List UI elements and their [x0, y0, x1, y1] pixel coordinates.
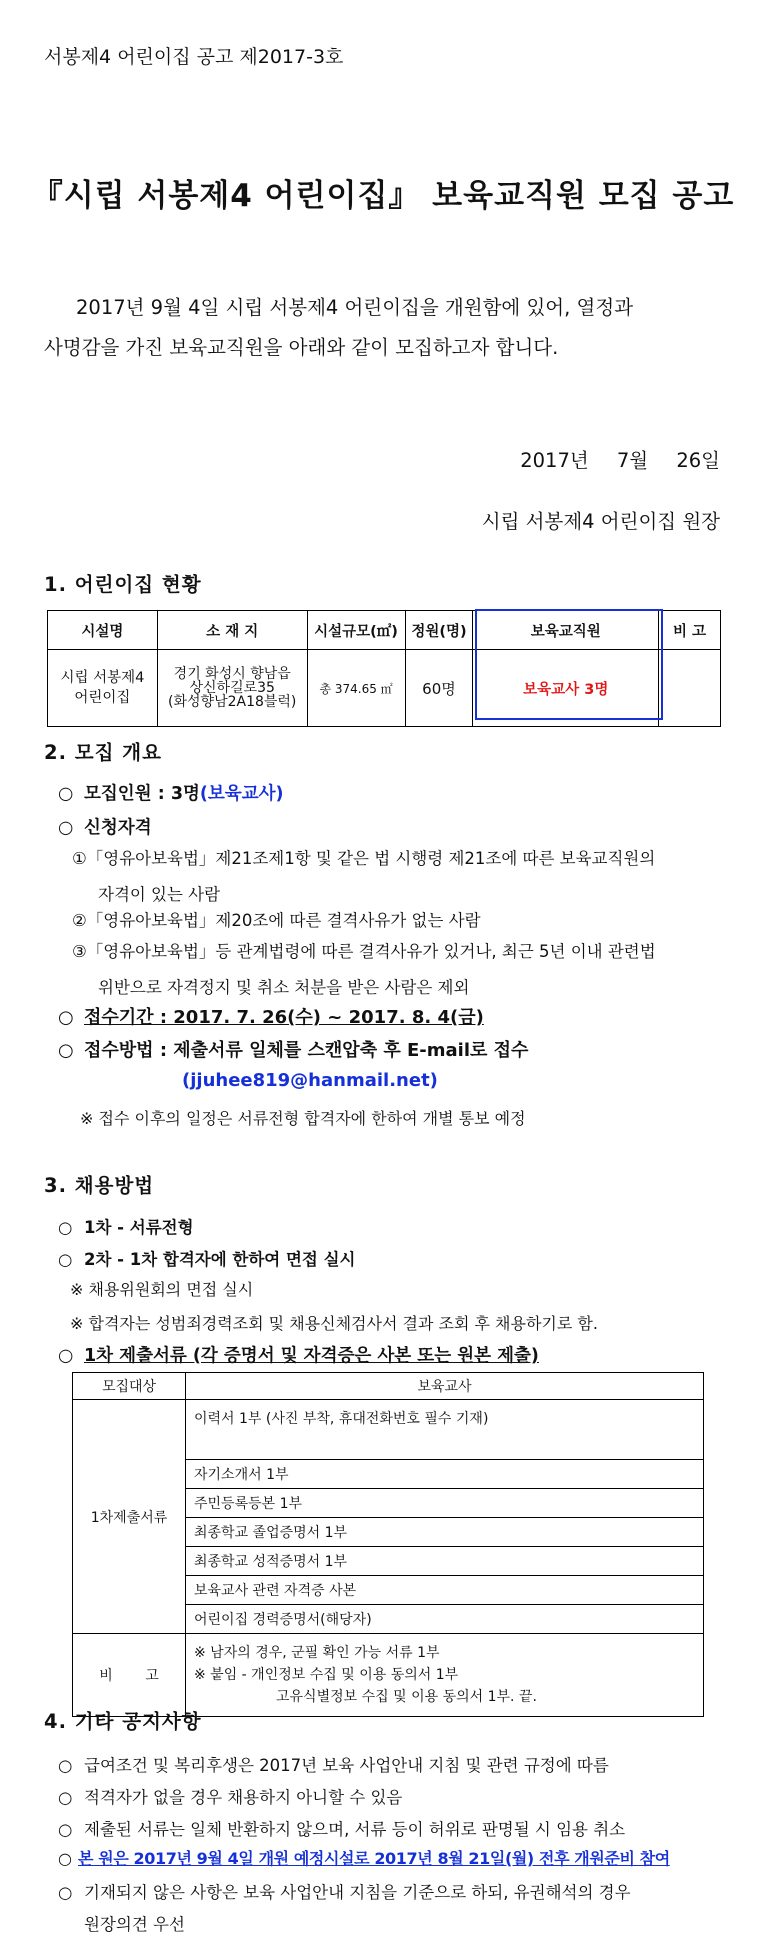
col-size: 시설규모(㎡) — [307, 611, 405, 650]
notice-text: 기재되지 않은 사항은 보육 사업안내 지침을 기준으로 하되, 유권해석의 경우 — [84, 1883, 631, 1902]
facility-table — [47, 610, 721, 727]
document-item: 어린이집 경력증명서(해당자) — [186, 1605, 704, 1634]
document-row — [73, 1400, 704, 1460]
col-remark: 비 고 — [659, 611, 721, 650]
documents-table — [72, 1372, 704, 1717]
col-name: 시설명 — [48, 611, 158, 650]
intro-line-1: 2017년 9월 4일 시립 서봉제4 어린이집을 개원함에 있어, 열정과 — [76, 296, 634, 319]
document-item: 이력서 1부 (사진 부착, 휴대전화번호 필수 기재) — [186, 1400, 704, 1460]
signer: 시립 서봉제4 어린이집 원장 — [481, 510, 720, 533]
qualification-heading — [58, 814, 152, 839]
bullet-circle: ○ — [58, 1040, 74, 1061]
bullet-circle: ○ — [58, 1756, 73, 1775]
section-1-heading: 1. 어린이집 현황 — [44, 573, 202, 596]
bullet-circle: ○ — [58, 784, 74, 804]
facility-remark — [659, 650, 721, 727]
item-mark: ③ — [72, 942, 87, 961]
remark-line-3: 고유식별정보 수집 및 이용 동의서 1부. 끝. — [276, 1689, 537, 1705]
document-item: 최종학교 졸업증명서 1부 — [186, 1518, 704, 1547]
address-line-1: 경기 화성시 향남읍 — [173, 666, 291, 682]
method-text: 접수방법 : 제출서류 일체를 스캔압축 후 E-mail로 접수 — [84, 1040, 529, 1061]
qualification-item-1 — [72, 845, 655, 905]
step-1 — [58, 1214, 194, 1238]
recruit-count — [58, 780, 284, 805]
qualification-item-3 — [72, 938, 656, 998]
facility-header-row — [48, 611, 721, 650]
address-line-2: 상신하길로35 — [189, 680, 275, 696]
documents-category: 1차제출서류 — [73, 1400, 186, 1634]
facility-staff: 보육교사 3명 — [473, 650, 659, 727]
col-address: 소 재 지 — [157, 611, 307, 650]
bullet-circle: ○ — [58, 1346, 74, 1366]
col-capacity: 정원(명) — [405, 611, 473, 650]
bullet-circle: ○ — [58, 1883, 73, 1902]
schedule-note: ※ 접수 이후의 일정은 서류전형 합격자에 한하여 개별 통보 예정 — [80, 1109, 526, 1128]
bullet-circle: ○ — [58, 1218, 73, 1237]
bullet-circle: ○ — [58, 818, 74, 838]
remark-content — [186, 1634, 704, 1717]
documents-heading-text: 1차 제출서류 (각 증명서 및 자격증은 사본 또는 원본 제출) — [84, 1346, 539, 1366]
section-4-heading: 4. 기타 공지사항 — [44, 1710, 202, 1733]
col-target: 모집대상 — [73, 1373, 186, 1400]
application-method — [58, 1036, 528, 1062]
notice-item-1 — [58, 1752, 609, 1776]
facility-name: 시립 서봉제4 어린이집 — [48, 650, 158, 727]
item-text: 「영유아보육법」등 관계법령에 따른 결격사유가 있거나, 최근 5년 이내 관련법 — [86, 942, 656, 961]
recruit-label: 모집인원 : — [84, 784, 171, 804]
notice-date: 2017년 7월 26일 — [520, 449, 720, 472]
document-item: 자기소개서 1부 — [186, 1460, 704, 1489]
address-line-3: (화성향남2A18블럭) — [168, 694, 297, 710]
notice-item-2 — [58, 1784, 402, 1808]
notice-item-5-continuation: 원장의견 우선 — [84, 1915, 185, 1934]
hiring-note: ※ 합격자는 성범죄경력조회 및 채용신체검사서 결과 조회 후 채용하기로 함. — [70, 1314, 598, 1333]
page-title: 『시립 서봉제4 어린이집』 보육교직원 모집 공고 — [31, 178, 735, 214]
remark-line-1: ※ 남자의 경우, 군필 확인 가능 서류 1부 — [194, 1645, 440, 1661]
item-mark: ② — [72, 911, 87, 930]
notice-text: 제출된 서류는 일체 반환하지 않으며, 서류 등이 허위로 판명될 시 임용 취소 — [84, 1820, 626, 1839]
document-item: 최종학교 성적증명서 1부 — [186, 1547, 704, 1576]
documents-header-row — [73, 1373, 704, 1400]
documents-heading — [58, 1342, 539, 1367]
notice-text: 적격자가 없을 경우 채용하지 아니할 수 있음 — [84, 1788, 403, 1807]
intro-line-2: 사명감을 가진 보육교직원을 아래와 같이 모집하고자 합니다. — [44, 336, 559, 359]
interview-note: ※ 채용위원회의 면접 실시 — [70, 1280, 254, 1299]
qualification-label: 신청자격 — [84, 818, 152, 838]
contact-email[interactable]: (jjuhee819@hanmail.net) — [182, 1070, 438, 1091]
qualification-item-2 — [72, 907, 481, 931]
item-continuation: 위반으로 자격정지 및 취소 처분을 받은 사람은 제외 — [98, 978, 470, 997]
facility-capacity: 60명 — [405, 650, 473, 727]
remark-row — [73, 1634, 704, 1717]
bullet-circle: ○ — [58, 1788, 73, 1807]
step-1-text: 1차 - 서류전형 — [84, 1218, 194, 1237]
notice-text: 급여조건 및 복리후생은 2017년 보육 사업안내 지침 및 관련 규정에 따름 — [84, 1756, 609, 1775]
notice-item-3 — [58, 1816, 625, 1840]
recruit-number: 3명 — [170, 784, 200, 804]
intro-paragraph — [44, 288, 734, 368]
bullet-circle: ○ — [58, 1849, 72, 1868]
notice-number: 서봉제4 어린이집 공고 제2017-3호 — [44, 46, 344, 68]
document-item: 보육교사 관련 자격증 사본 — [186, 1576, 704, 1605]
section-2-heading: 2. 모집 개요 — [44, 741, 162, 764]
item-mark: ① — [72, 849, 87, 868]
remark-line-2: ※ 붙임 - 개인정보 수집 및 이용 동의서 1부 — [194, 1667, 459, 1683]
step-2-text: 2차 - 1차 합격자에 한하여 면접 실시 — [84, 1250, 356, 1269]
col-staff: 보육교직원 — [473, 611, 659, 650]
item-continuation: 자격이 있는 사람 — [98, 885, 221, 904]
item-text: 「영유아보육법」제20조에 따른 결격사유가 없는 사람 — [86, 911, 481, 930]
opening-highlight: 본 원은 2017년 9월 4일 개원 예정시설로 2017년 8월 21일(월) 전후 개원준비 참여 — [78, 1849, 670, 1868]
col-teacher: 보육교사 — [186, 1373, 704, 1400]
section-3-heading: 3. 채용방법 — [44, 1174, 155, 1197]
item-text: 「영유아보육법」제21조제1항 및 같은 법 시행령 제21조에 따른 보육교직원의 — [86, 849, 656, 868]
period-text: 접수기간 : 2017. 7. 26(수) ~ 2017. 8. 4(금) — [84, 1007, 484, 1028]
recruit-role: (보육교사) — [199, 784, 284, 804]
facility-row — [48, 650, 721, 727]
notice-item-5 — [58, 1879, 631, 1903]
remark-label: 비 고 — [73, 1634, 186, 1717]
facility-size: 총 374.65 ㎡ — [307, 650, 405, 727]
bullet-circle: ○ — [58, 1820, 73, 1839]
facility-address — [157, 650, 307, 727]
application-period — [58, 1003, 484, 1029]
bullet-circle: ○ — [58, 1007, 74, 1028]
document-item: 주민등록등본 1부 — [186, 1489, 704, 1518]
notice-item-4 — [58, 1846, 670, 1869]
bullet-circle: ○ — [58, 1250, 73, 1269]
step-2 — [58, 1246, 355, 1270]
